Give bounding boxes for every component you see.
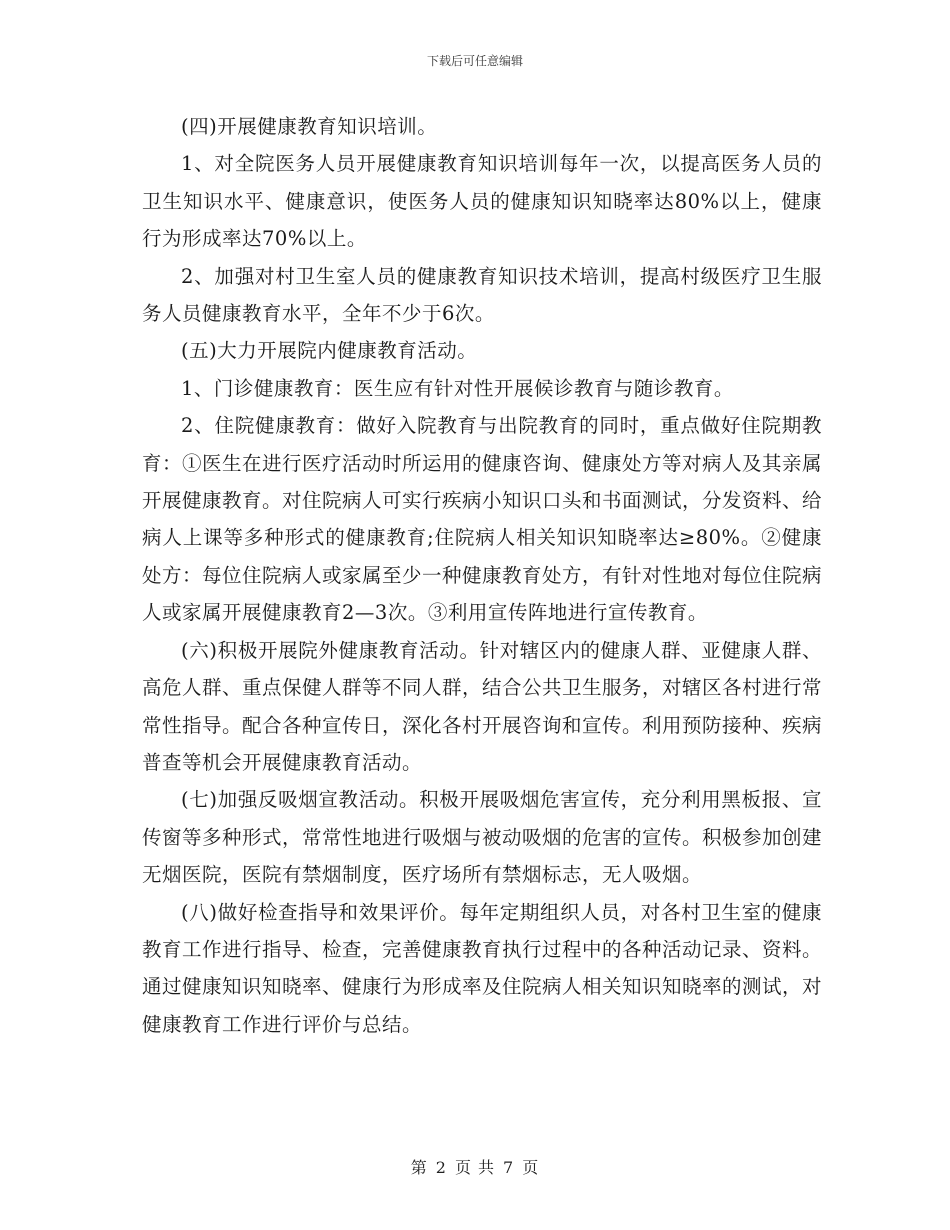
footer-current-page: 2 <box>435 1158 447 1177</box>
footer-mid: 页 共 <box>454 1158 496 1177</box>
footer-total-pages: 7 <box>503 1158 515 1177</box>
paragraph-staff-training: 1、对全院医务人员开展健康教育知识培训每年一次，以提高医务人员的卫生知识水平、健康意识，使医务人员的健康知识知晓率达80%以上，健康行为形成率达70%以上。 <box>142 152 822 251</box>
paragraph-section-4-title: (四)开展健康教育知识培训。 <box>181 115 438 138</box>
paragraph-section-5-title: (五)大力开展院内健康教育活动。 <box>181 339 478 363</box>
paragraph-village-training: 2、加强对村卫生室人员的健康教育知识技术培训，提高村级医疗卫生服务人员健康教育水平，全年不少于6次。 <box>142 264 822 326</box>
footer-prefix: 第 <box>410 1158 428 1177</box>
paragraph-outpatient-education: 1、门诊健康教育：医生应有针对性开展候诊教育与随诊教育。 <box>181 376 734 400</box>
page-header-note: 下载后可任意编辑 <box>426 54 523 68</box>
paragraph-inpatient-education: 2、住院健康教育：做好入院教育与出院教育的同时，重点做好住院期教育：①医生在进行医疗活动时所运用的健康咨询、健康处方等对病人及其亲属开展健康教育。对住院病人可实行疾病小知识口头和书面测试，分发资料、给病人上课等多种形式的健康教育;住院病人相关知识知晓率达≥80%。②健康处方：每位住院病人或家属至少一种健康教育处方，有针对性地对每位住院病人或家属开展健康教育2—3次。③利用宣传阵地进行宣传教育。 <box>142 414 823 625</box>
paragraph-section-6: (六)积极开展院外健康教育活动。针对辖区内的健康人群、亚健康人群、高危人群、重点保健人群等不同人群，结合公共卫生服务，对辖区各村进行常常性指导。配合各种宣传日，深化各村开展咨询和宣传。利用预防接种、疾病普查等机会开展健康教育活动。 <box>142 638 823 774</box>
paragraph-section-7: (七)加强反吸烟宣教活动。积极开展吸烟危害宣传，充分利用黑板报、宣传窗等多种形式，常常性地进行吸烟与被动吸烟的危害的宣传。积极参加创建无烟医院，医院有禁烟制度，医疗场所有禁烟标志，无人吸烟。 <box>142 788 823 887</box>
document-body <box>142 108 822 1043</box>
footer-suffix: 页 <box>522 1158 540 1177</box>
page-number-footer <box>0 1155 950 1178</box>
paragraph-section-8: (八)做好检查指导和效果评价。每年定期组织人员，对各村卫生室的健康教育工作进行指导、检查，完善健康教育执行过程中的各种活动记录、资料。通过健康知识知晓率、健康行为形成率及住院病人相关知识知晓率的测试，对健康教育工作进行评价与总结。 <box>142 900 823 1036</box>
